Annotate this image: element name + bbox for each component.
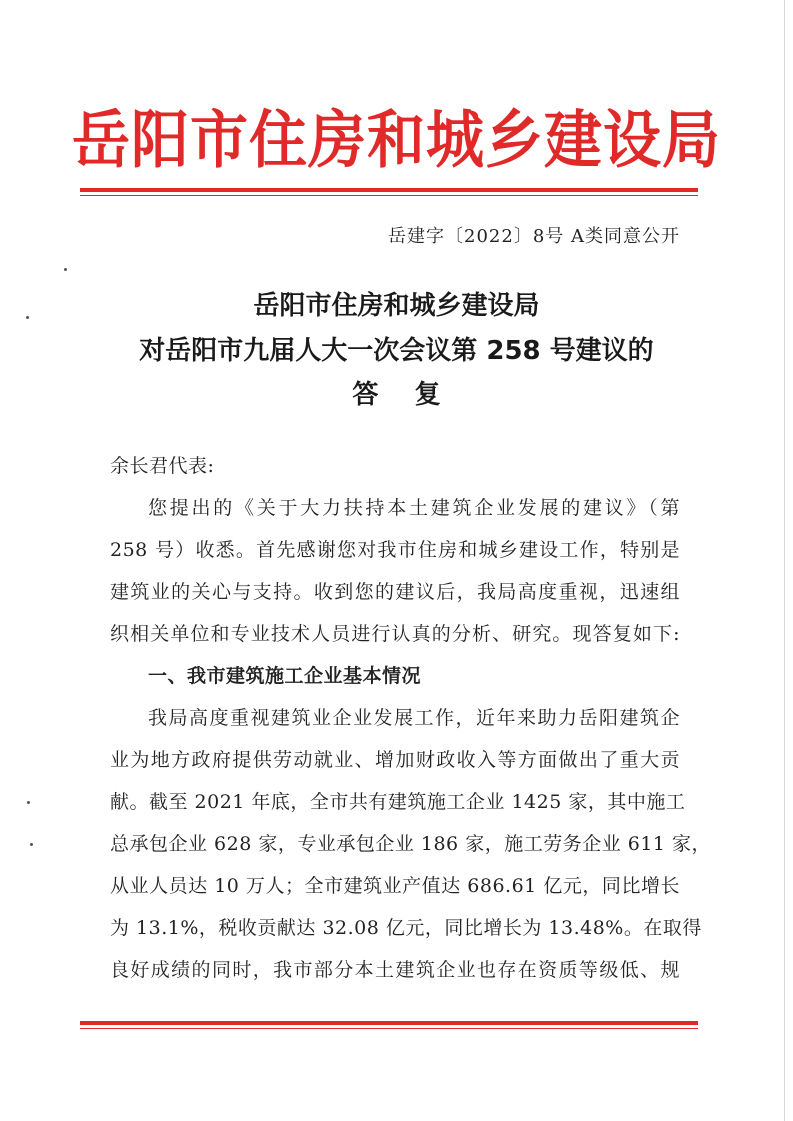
title-line-2: 对岳阳市九届人大一次会议第 258 号建议的 [139,336,654,366]
title-line-3: 答 复 [352,380,441,410]
masthead-rule-thin [80,195,698,196]
scan-speck [64,268,67,271]
paragraph-line: 业为地方政府提供劳动就业、增加财政收入等方面做出了重大贡 [110,749,680,771]
paragraph-line: 您提出的《关于大力扶持本土建筑企业发展的建议》（第 [148,497,680,519]
footer-rule-thin [80,1028,698,1029]
title-line-1: 岳阳市住房和城乡建设局 [253,291,540,321]
paragraph-line: 献。截至 2021 年底，全市共有建筑施工企业 1425 家，其中施工 [110,791,686,813]
paragraph-line: 从业人员达 10 万人；全市建筑业产值达 686.61 亿元，同比增长 [110,875,680,897]
paragraph-line: 建筑业的关心与支持。收到您的建议后，我局高度重视，迅速组 [110,581,680,603]
paragraph-line: 我局高度重视建筑业企业发展工作，近年来助力岳阳建筑企 [148,707,680,729]
masthead-rule-thick [80,188,698,192]
document-number: 岳建字〔2022〕8号 A类同意公开 [388,226,680,247]
scan-speck [30,843,33,846]
salutation: 余长君代表: [110,455,215,477]
section-heading: 一、我市建筑施工企业基本情况 [148,665,422,687]
paragraph-line: 良好成绩的同时，我市部分本土建筑企业也存在资质等级低、规 [110,959,680,981]
scan-speck [27,801,30,804]
paragraph-line: 为 13.1%，税收贡献达 32.08 亿元，同比增长为 13.48%。在取得 [110,917,702,939]
masthead-org-name: 岳阳市住房和城乡建设局 [71,103,721,177]
paragraph-line: 织相关单位和专业技术人员进行认真的分析、研究。现答复如下: [110,623,680,645]
footer-rule-thick [80,1021,698,1025]
paragraph-line: 258 号）收悉。首先感谢您对我市住房和城乡建设工作，特别是 [110,539,680,561]
paragraph-line: 总承包企业 628 家，专业承包企业 186 家，施工劳务企业 611 家， [110,833,712,855]
